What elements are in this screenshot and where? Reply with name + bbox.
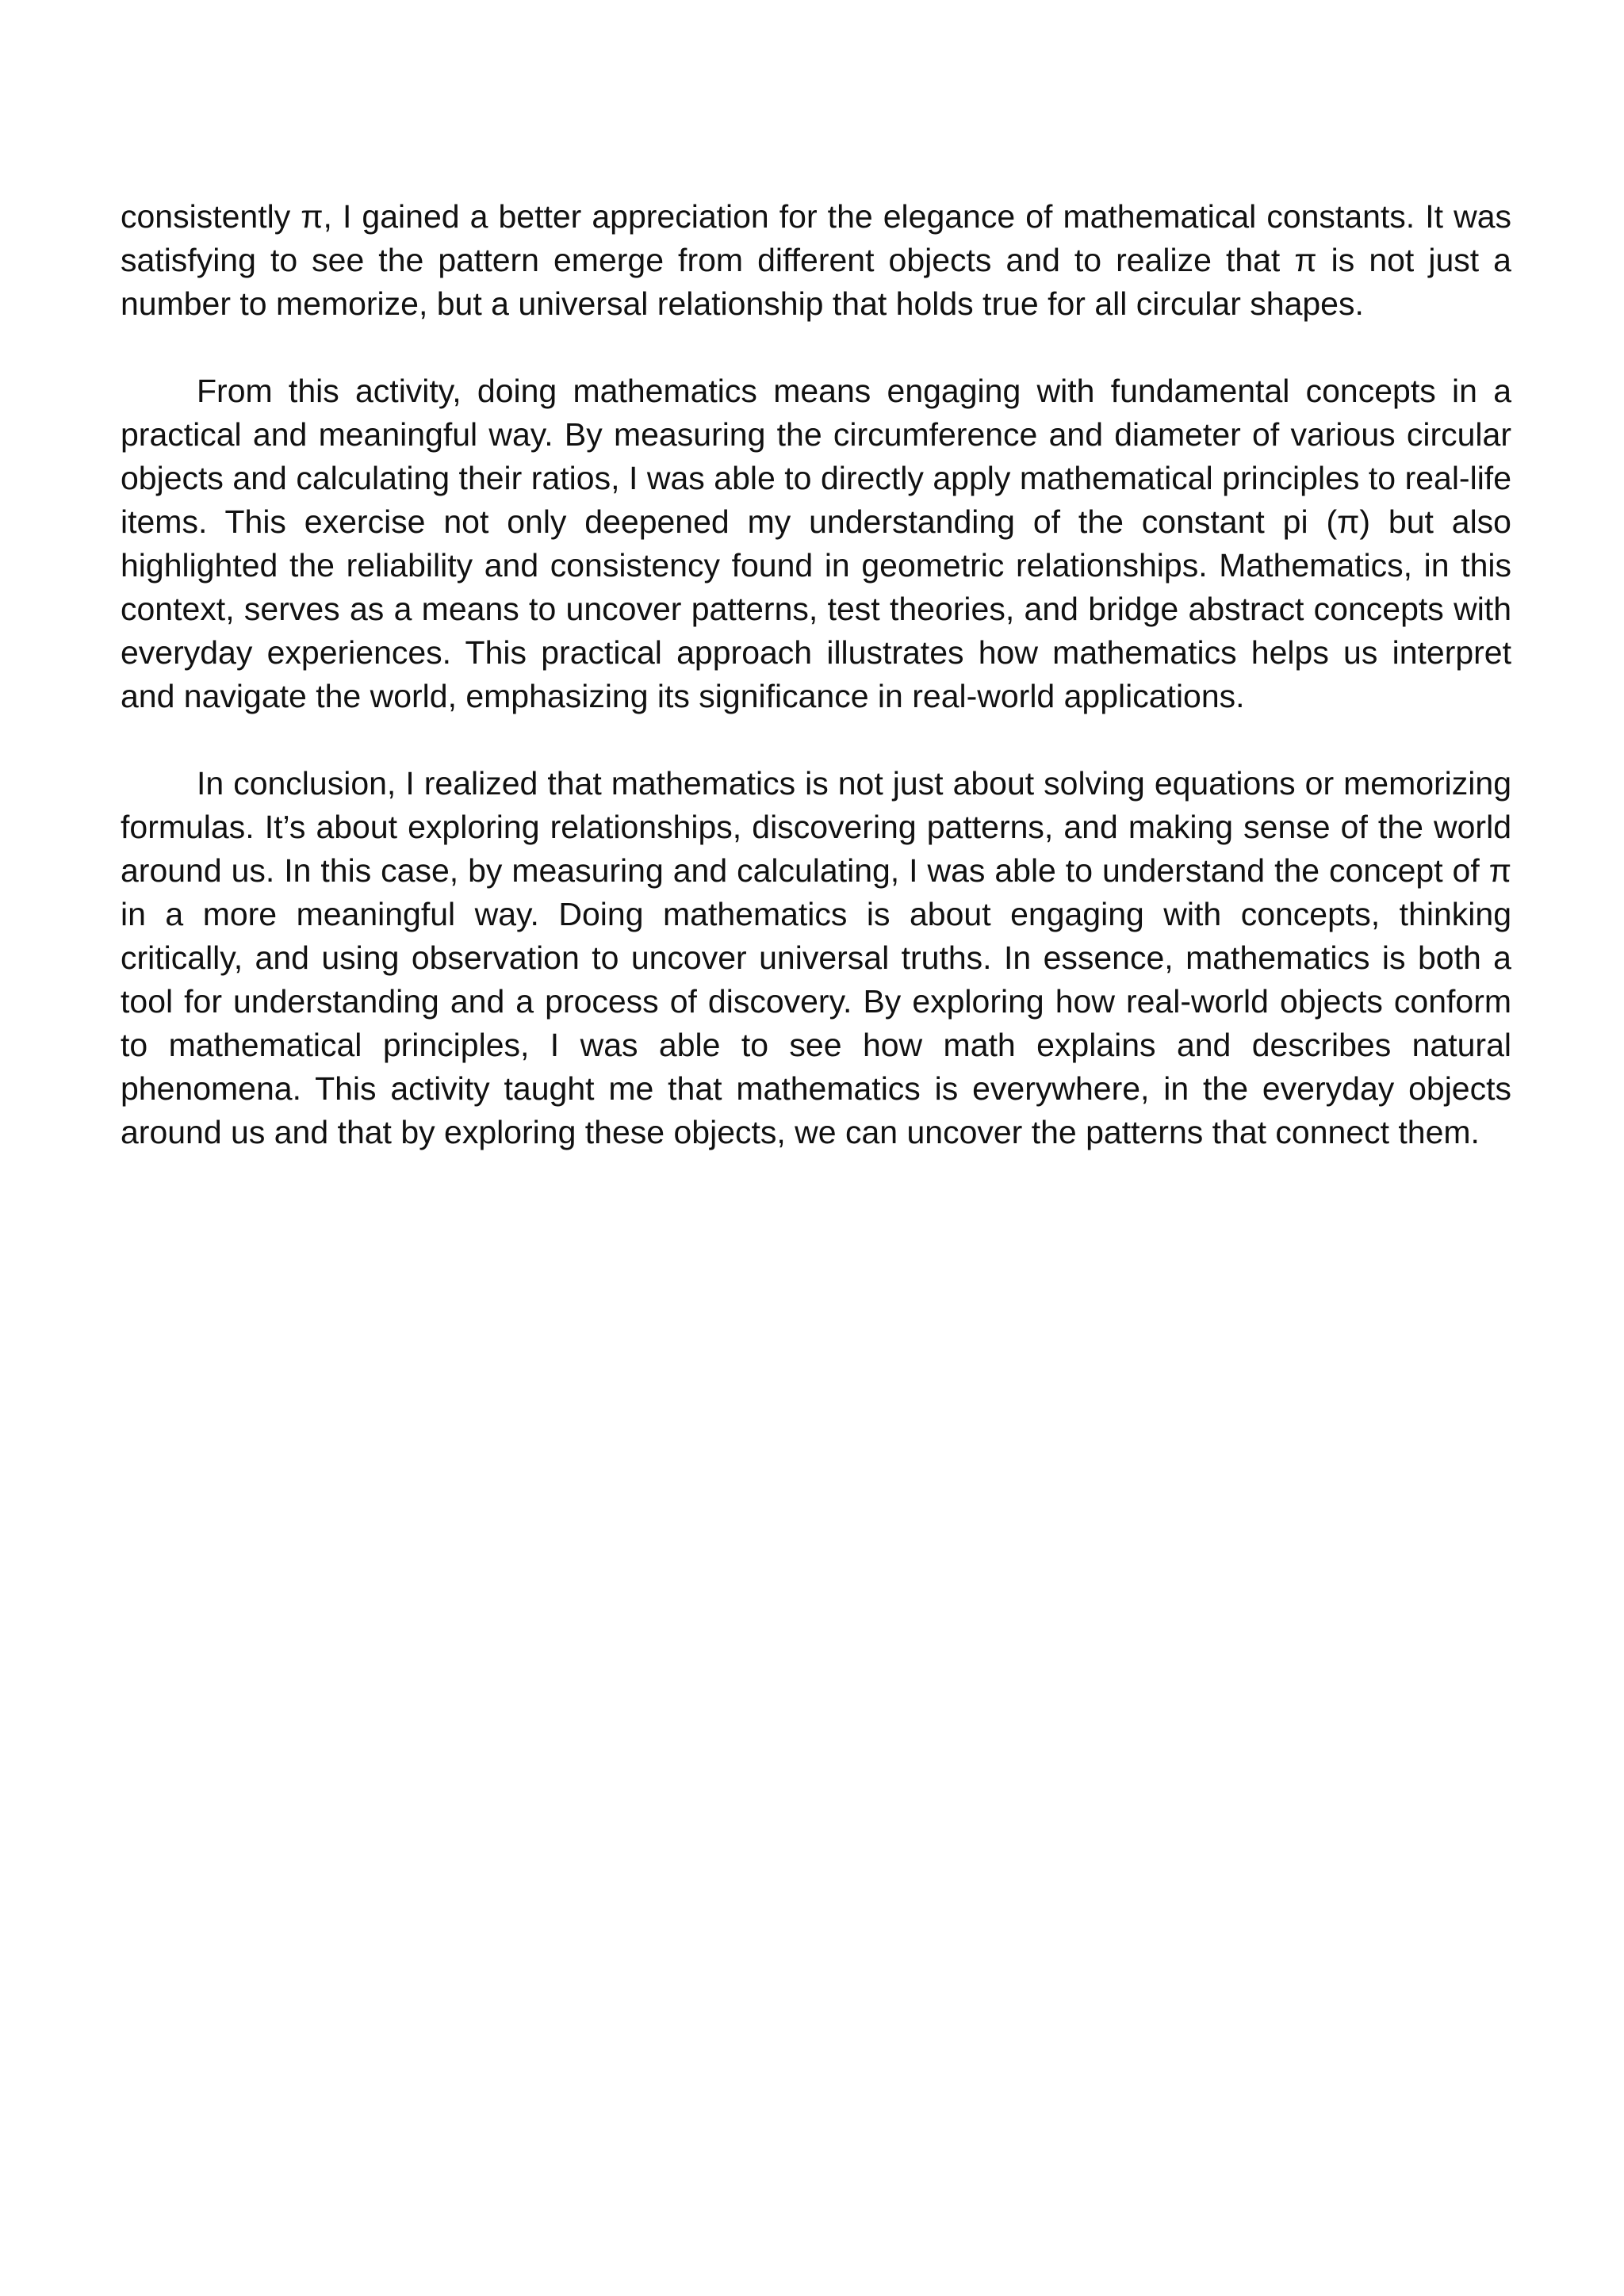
document-page	[121, 195, 1511, 1154]
paragraph-doing-mathematics: From this activity, doing mathematics means engaging with fundamental concepts in a practical and meaningful way. By measuring the circumference and diameter of various circular objects and calculating their ratios, I was able to directly apply mathematical principles to real-life items. This exercise not only deepened my understanding of the constant pi (π) but also highlighted the reliability and consistency found in geometric relationships. Mathematics, in this context, serves as a means to uncover patterns, test theories, and bridge abstract concepts with everyday experiences. This practical approach illustrates how mathematics helps us interpret and navigate the world, emphasizing its significance in real-world applications.	[121, 373, 1511, 714]
paragraph-conclusion: In conclusion, I realized that mathematics is not just about solving equations or memorizing formulas. It’s about exploring relationships, discovering patterns, and making sense of the world around us. In this case, by measuring and calculating, I was able to understand the concept of π in a more meaningful way. Doing mathematics is about engaging with concepts, thinking critically, and using observation to uncover universal truths. In essence, mathematics is both a tool for understanding and a process of discovery. By exploring how real-world objects conform to mathematical principles, I was able to see how math explains and describes natural phenomena. This activity taught me that mathematics is everywhere, in the everyday objects around us and that by exploring these objects, we can uncover the patterns that connect them.	[121, 765, 1511, 1150]
paragraph-continuation: consistently π, I gained a better appreciation for the elegance of mathematical constants. It was satisfying to see the pattern emerge from different objects and to realize that π is not just a number to memorize, but a universal relationship that holds true for all circular shapes.	[121, 198, 1511, 322]
